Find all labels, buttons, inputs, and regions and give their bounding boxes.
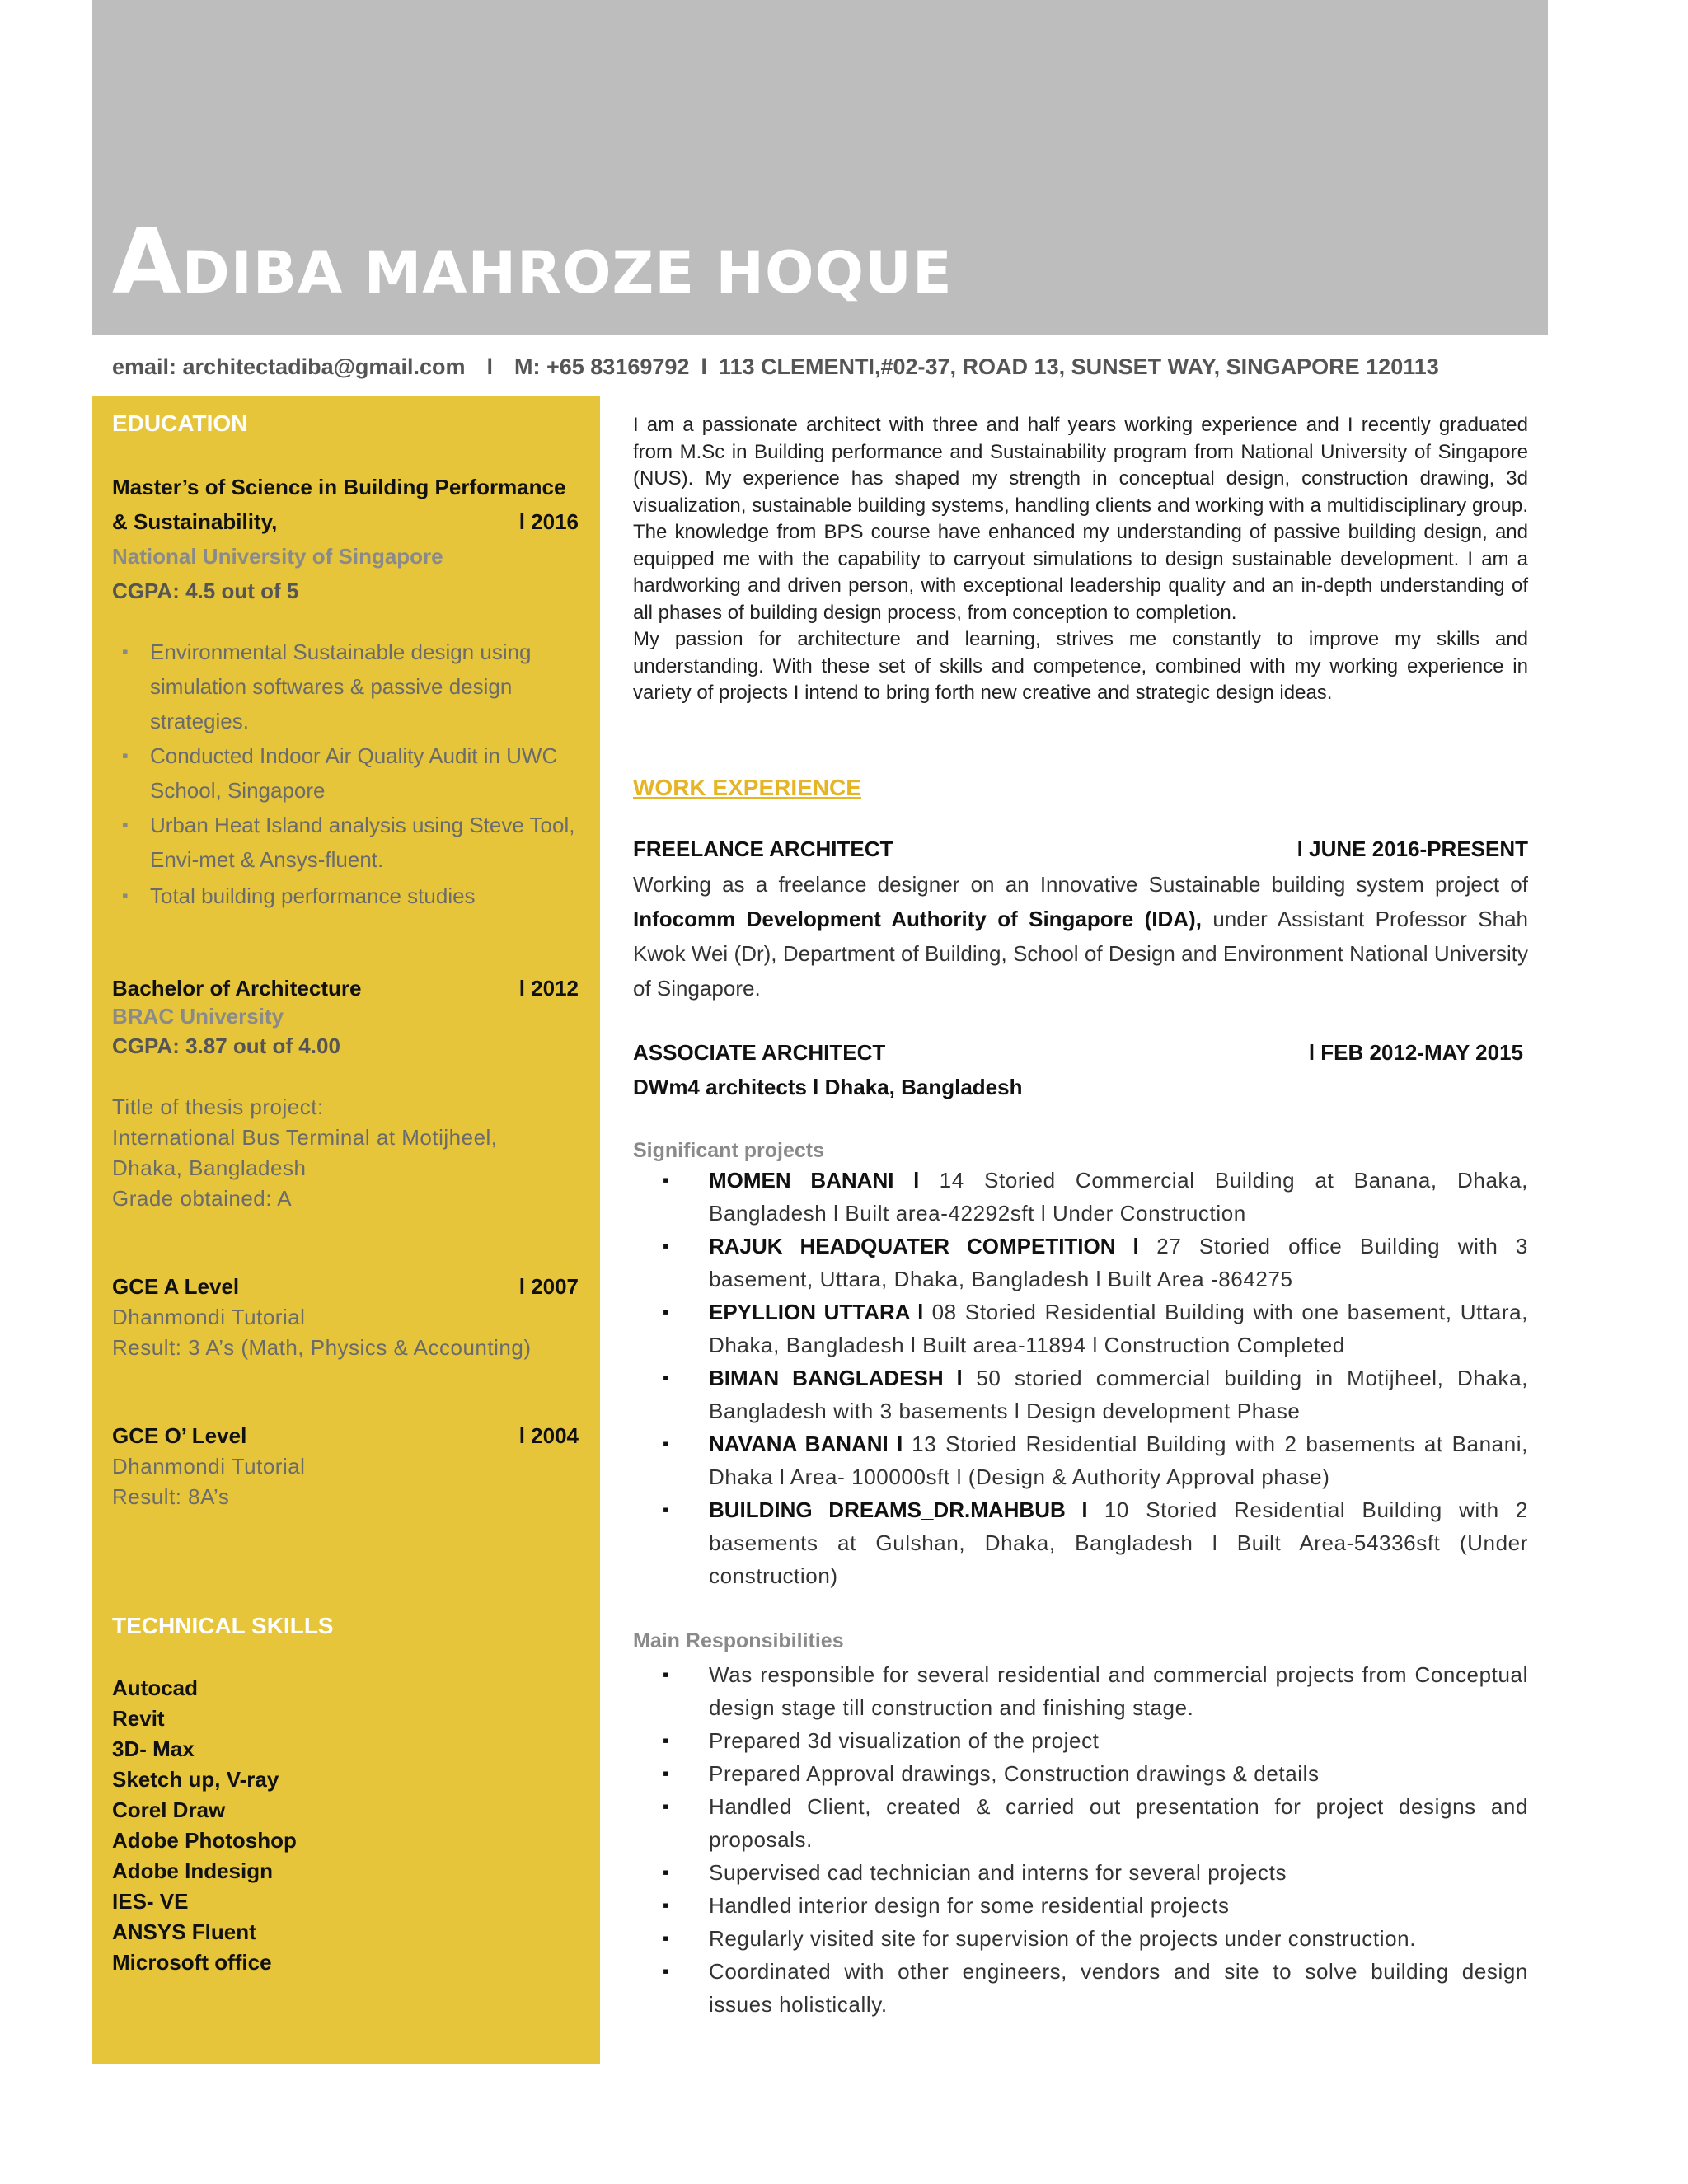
project-name: BUILDING DREAMS_DR.MAHBUB l xyxy=(709,1497,1088,1522)
a-level-result: Result: 3 A’s (Math, Physics & Accounting) xyxy=(112,1335,532,1360)
skill-item: ANSYS Fluent xyxy=(112,1919,256,1944)
contact-email: email: architectadiba@gmail.com xyxy=(112,354,466,379)
project-desc: 50 storied commercial building in Motijheel, Dhaka, Bangladesh with 3 basements l Design development Phase xyxy=(709,1366,1528,1423)
list-item: ▪ Regularly visited site for supervision of the projects under construction. xyxy=(709,1922,1528,1955)
skill-item: Microsoft office xyxy=(112,1950,272,1975)
contact-address: 113 CLEMENTI,#02-37, ROAD 13, SUNSET WAY, SINGAPORE 120113 xyxy=(718,354,1439,379)
skills-heading: TECHNICAL SKILLS xyxy=(112,1613,334,1638)
summary-paragraph-2: My passion for architecture and learning, strives me constantly to improve my skills and understanding. With these set of skills and competence, combined with my working experience in variety of projects I intend to bring forth new creative and strategic design ideas. xyxy=(633,628,1528,704)
o-level-result: Result: 8A’s xyxy=(112,1484,230,1509)
associate-job-row xyxy=(633,1040,1528,1066)
list-item: ▪ Supervised cad technician and interns for several projects xyxy=(709,1856,1528,1889)
freelance-description xyxy=(633,867,1528,1005)
o-level-school: Dhanmondi Tutorial xyxy=(112,1454,306,1479)
skill-item: 3D- Max xyxy=(112,1736,195,1761)
project-desc: 27 Storied office Building with 3 basement, Uttara, Dhaka, Bangladesh l Built Area -864275 xyxy=(709,1234,1528,1291)
thesis-line1: International Bus Terminal at Motijheel, xyxy=(112,1125,498,1150)
list-item: ▪ Prepared Approval drawings, Construction drawings & details xyxy=(709,1757,1528,1790)
masters-highlights xyxy=(112,635,612,913)
skill-item: IES- VE xyxy=(112,1889,189,1914)
project-name: RAJUK HEADQUATER COMPETITION l xyxy=(709,1234,1139,1258)
o-level-row xyxy=(112,1418,579,1453)
skill-item: Sketch up, V-ray xyxy=(112,1767,279,1792)
summary-paragraph: I am a passionate architect with three and half years working experience and I recently graduated from M.Sc in Building performance and Sustainability program from National University of Singapore (NUS). My experience has shaped my strength in conceptual design, construction drawing, 3d visualization, sustainable building systems, handling clients and working with a multidisciplinary group. The knowledge from BPS course have enhanced my understanding of passive building design, and equipped me with the capability to carryout simulations to design sustainable development. I am a hardworking and driven person, with exceptional leadership quality and an in-depth understanding of all phases of building design process, from conception to completion. xyxy=(633,414,1528,624)
freelance-client: Infocomm Development Authority of Singapore (IDA), xyxy=(633,907,1202,931)
project-name: EPYLLION UTTARA l xyxy=(709,1300,924,1324)
responsibilities-heading: Main Responsibilities xyxy=(633,1629,844,1652)
list-item: ▪ Handled Client, created & carried out presentation for project designs and proposals. xyxy=(709,1790,1528,1856)
associate-title: ASSOCIATE ARCHITECT xyxy=(633,1040,886,1065)
list-item xyxy=(709,1230,1528,1296)
list-item: ▪ Environmental Sustainable design using simulation softwares & passive design strategies. xyxy=(150,635,612,738)
masters-title-line1: Master’s of Science in Building Performance xyxy=(112,475,566,499)
a-level-year: l 2007 xyxy=(518,1274,579,1299)
o-level-year: l 2004 xyxy=(518,1423,579,1448)
list-item: ▪ Handled interior design for some residential projects xyxy=(709,1889,1528,1922)
masters-institution: National University of Singapore xyxy=(112,544,443,569)
skill-item: Revit xyxy=(112,1706,165,1731)
skill-item: Corel Draw xyxy=(112,1797,226,1822)
responsibilities-list xyxy=(709,1658,1528,2021)
freelance-title: FREELANCE ARCHITECT xyxy=(633,837,893,861)
list-item: ▪ Prepared 3d visualization of the project xyxy=(709,1724,1528,1757)
bachelor-cgpa: CGPA: 3.87 out of 4.00 xyxy=(112,1033,340,1058)
list-item: ▪ Coordinated with other engineers, vendors and site to solve building design issues holistically. xyxy=(709,1955,1528,2021)
project-desc: 13 Storied Residential Building with 2 basements at Banani, Dhaka l Area- 100000sft l (Design & Authority Approval phase) xyxy=(709,1432,1528,1489)
list-item: ▪ Conducted Indoor Air Quality Audit in UWC School, Singapore xyxy=(150,738,612,808)
skill-item: Adobe Indesign xyxy=(112,1858,273,1883)
project-name: BIMAN BANGLADESH l xyxy=(709,1366,963,1390)
a-level-title: GCE A Level xyxy=(112,1274,240,1299)
bachelor-title: Bachelor of Architecture xyxy=(112,976,362,1001)
list-item: ▪ Total building performance studies xyxy=(150,879,612,913)
sidebar xyxy=(92,396,600,2064)
list-item xyxy=(709,1427,1528,1493)
list-item xyxy=(709,1493,1528,1592)
candidate-name xyxy=(112,211,953,314)
freelance-desc-text: under Assistant Professor Shah Kwok Wei (Dr), Department of Building, School of Design and Environment National University of Singapore. xyxy=(633,907,1528,1001)
contact-separator: l xyxy=(701,354,707,379)
thesis-grade: Grade obtained: A xyxy=(112,1186,293,1211)
list-item: ▪ Urban Heat Island analysis using Steve Tool, Envi-met & Ansys-fluent. xyxy=(150,808,612,877)
a-level-school: Dhanmondi Tutorial xyxy=(112,1305,306,1329)
project-name: MOMEN BANANI l xyxy=(709,1168,920,1193)
project-name: NAVANA BANANI l xyxy=(709,1432,903,1456)
skills-list xyxy=(112,1673,297,1978)
associate-firm: DWm4 architects l Dhaka, Bangladesh xyxy=(633,1075,1023,1099)
project-desc: 14 Storied Commercial Building at Banana, Dhaka, Bangladesh l Built area-42292sft l Under Construction xyxy=(709,1168,1529,1226)
masters-cgpa: CGPA: 4.5 out of 5 xyxy=(112,579,299,603)
freelance-dates: l JUNE 2016-PRESENT xyxy=(1296,837,1528,861)
list-item xyxy=(709,1296,1528,1361)
list-item xyxy=(709,1164,1528,1230)
contact-separator: l xyxy=(486,354,493,379)
name-initial: A xyxy=(112,211,182,314)
bachelor-year: l 2012 xyxy=(518,976,579,1001)
a-level-row xyxy=(112,1269,579,1304)
project-desc: 10 Storied Residential Building with 2 basements at Gulshan, Dhaka, Bangladesh l Built Area-54336sft (Under construction) xyxy=(709,1497,1528,1588)
masters-year: l 2016 xyxy=(518,509,579,534)
projects-list xyxy=(709,1164,1528,1592)
projects-heading: Significant projects xyxy=(633,1139,824,1162)
bachelor-institution: BRAC University xyxy=(112,1004,284,1029)
skill-item: Adobe Photoshop xyxy=(112,1828,297,1853)
masters-title: & Sustainability, xyxy=(112,509,278,534)
project-desc: 08 Storied Residential Building with one basement, Uttara, Dhaka, Bangladesh l Built area-11894 l Construction Completed xyxy=(709,1300,1528,1357)
work-experience-heading: WORK EXPERIENCE xyxy=(633,775,861,800)
masters-title-line2 xyxy=(112,504,579,539)
contact-line xyxy=(112,354,1546,380)
freelance-desc-text: Working as a freelance designer on an Innovative Sustainable building system project of xyxy=(633,872,1528,897)
skill-item: Autocad xyxy=(112,1675,198,1700)
o-level-title: GCE O’ Level xyxy=(112,1423,247,1448)
list-item: ▪ Was responsible for several residential and commercial projects from Conceptual design stage till construction and finishing stage. xyxy=(709,1658,1528,1724)
contact-mobile: M: +65 83169792 xyxy=(513,354,690,379)
bachelor-row xyxy=(112,971,579,1005)
education-heading: EDUCATION xyxy=(112,410,248,436)
thesis-label: Title of thesis project: xyxy=(112,1094,324,1119)
thesis-line2: Dhaka, Bangladesh xyxy=(112,1155,307,1180)
summary-section xyxy=(633,412,1528,707)
associate-dates: l FEB 2012-MAY 2015 xyxy=(1308,1040,1523,1065)
freelance-job-row xyxy=(633,837,1528,862)
name-rest: DIBA MAHROZE HOQUE xyxy=(181,239,953,307)
list-item xyxy=(709,1361,1528,1427)
